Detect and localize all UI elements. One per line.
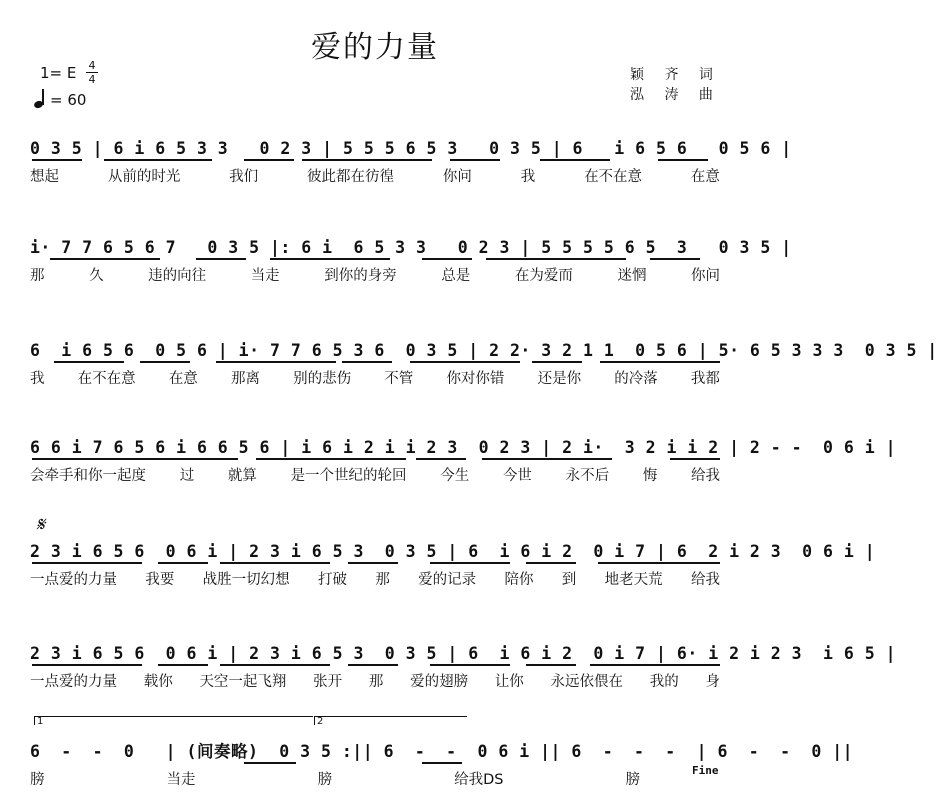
beam-lines (30, 359, 720, 365)
lyric: 地老天荒 (604, 572, 663, 588)
notation-line: 0 3 5 | 6 i 6 5 3 3 0 2 3 | 5 5 5 6 5 3 0 3 5 | 6 i 6 5 6 0 5 6 | (30, 139, 792, 158)
lyric: 在意 (690, 169, 720, 185)
lyric: 今生 (440, 468, 470, 484)
beam-lines (30, 157, 720, 163)
beam-lines (30, 760, 720, 766)
volta-1: 1 (34, 716, 313, 725)
lyric: 你问 (442, 169, 472, 185)
volta-2: 2 (314, 716, 467, 725)
lyric: 在不在意 (77, 371, 136, 387)
lyric: 永不后 (565, 468, 610, 484)
beam-lines (30, 256, 720, 262)
segno-sign: 𝄋 (36, 512, 45, 536)
lyric: 给我 (690, 572, 720, 588)
notation-line: 6 - - 0 | (间奏略) 0 3 5 :|| 6 - - 0 6 i || 6 - - - | 6 - - 0 || (30, 742, 854, 761)
tempo-marking (34, 90, 86, 109)
lyric: 总是 (441, 268, 471, 284)
lyric: 想起 (30, 169, 59, 185)
lyric: 我 (520, 169, 536, 185)
beam-lines (30, 662, 720, 668)
lyric: 就算 (227, 468, 257, 484)
lyric: 你对你错 (446, 371, 505, 387)
lyric: 在为爱而 (514, 268, 573, 284)
lyric: 过 (179, 468, 195, 484)
lyric: 会牵手和你一起度 (30, 468, 146, 484)
lyric: 天空一起飞翔 (199, 674, 287, 690)
lyric: 给我 (691, 468, 720, 484)
score-line-4 (30, 436, 897, 486)
notation-line: 6 i 6 5 6 0 5 6 | i· 7 7 6 5 3 6 0 3 5 | 2 2· 3 2 1 1 0 5 6 | 5· 6 5 3 3 3 0 3 5 | (30, 341, 938, 360)
lyric: 膀 (317, 772, 333, 788)
score-line-3 (30, 339, 938, 389)
lyrics-line (30, 167, 720, 187)
notation-line: 2 3 i 6 5 6 0 6 i | 2 3 i 6 5 3 0 3 5 | 6 i 6 i 2 0 i 7 | 6· i 2 i 2 3 i 6 5 | (30, 644, 897, 663)
lyrics-line (30, 266, 720, 286)
notation-line: 6 6 i 7 6 5 6 i 6 6 5 6 | i 6 i 2 i i 2 3 0 2 3 | 2 i· 3 2 i i 2 | 2 - - 0 6 i | (30, 438, 897, 457)
lyric: 今世 (502, 468, 532, 484)
lyric: 一点爱的力量 (30, 572, 117, 588)
lyric: 在意 (168, 371, 198, 387)
lyric: 迷惘 (617, 268, 647, 284)
score-line-7 (30, 740, 854, 790)
lyric: 当走 (166, 772, 196, 788)
lyric: 载你 (143, 674, 173, 690)
lyric: 那 (30, 268, 45, 284)
lyric: 爱的翅膀 (410, 674, 469, 690)
lyric: 战胜一切幻想 (202, 572, 290, 588)
score-line-2 (30, 236, 792, 286)
score-line-5 (30, 540, 876, 590)
lyric: 永远依偎在 (550, 674, 624, 690)
lyric: 你问 (691, 268, 720, 284)
lyrics-line (30, 369, 720, 389)
composer-credit: 泓 涛 曲 (630, 87, 721, 103)
lyric: 违的向往 (148, 268, 207, 284)
lyric: 我们 (229, 169, 259, 185)
lyrics-line (30, 466, 720, 486)
lyric: 那 (368, 674, 384, 690)
time-signature (86, 60, 98, 85)
meter-bottom: 4 (88, 73, 96, 86)
lyrics-line (30, 672, 720, 692)
lyric: 我 (30, 371, 45, 387)
lyric: 悔 (642, 468, 658, 484)
score-line-6 (30, 642, 897, 692)
lyric: 我都 (690, 371, 720, 387)
lyric: 打破 (317, 572, 347, 588)
lyric: 那离 (230, 371, 260, 387)
lyricist-credit: 颖 齐 词 (630, 67, 721, 83)
key-signature: 1= E (40, 64, 77, 82)
lyric: 当走 (250, 268, 280, 284)
song-title: 爱的力量 (311, 30, 439, 65)
fine-marking: Fine (692, 764, 719, 777)
beam-lines (30, 560, 720, 566)
lyric: 身 (705, 674, 720, 690)
lyric: 到 (561, 572, 577, 588)
lyric: 爱的记录 (418, 572, 477, 588)
lyric: 还是你 (537, 371, 582, 387)
lyric: 在不在意 (584, 169, 643, 185)
lyric: 彼此都在彷徨 (307, 169, 395, 185)
lyrics-line (30, 570, 720, 590)
lyric: 从前的时光 (107, 169, 181, 185)
meter-top: 4 (88, 59, 96, 72)
quarter-note-icon (34, 90, 44, 108)
notation-line: i· 7 7 6 5 6 7 0 3 5 |: 6 i 6 5 3 3 0 2 3 | 5 5 5 5 6 5 3 0 3 5 | (30, 238, 792, 257)
lyric: 别的悲伤 (293, 371, 352, 387)
score-line-1 (30, 137, 792, 187)
lyric: 膀 (625, 772, 640, 788)
lyric: 陪你 (504, 572, 534, 588)
beam-lines (30, 456, 720, 462)
lyric: 膀 (30, 772, 45, 788)
lyric: 那 (375, 572, 390, 588)
lyric: 是一个世纪的轮回 (290, 468, 407, 484)
lyric: 张开 (313, 674, 343, 690)
notation-line: 2 3 i 6 5 6 0 6 i | 2 3 i 6 5 3 0 3 5 | 6 i 6 i 2 0 i 7 | 6 2 i 2 3 0 6 i | (30, 542, 876, 561)
lyric: 到你的身旁 (324, 268, 397, 284)
lyric: 的冷落 (614, 371, 658, 387)
lyric: 久 (89, 268, 104, 284)
lyric: 我的 (649, 674, 679, 690)
lyric: 我要 (145, 572, 175, 588)
lyric: 一点爱的力量 (30, 674, 117, 690)
lyrics-line (30, 770, 720, 790)
lyric: 让你 (494, 674, 524, 690)
tempo-value: = 60 (50, 91, 87, 109)
lyric: 不管 (384, 371, 414, 387)
lyric: 给我DS (454, 772, 504, 788)
